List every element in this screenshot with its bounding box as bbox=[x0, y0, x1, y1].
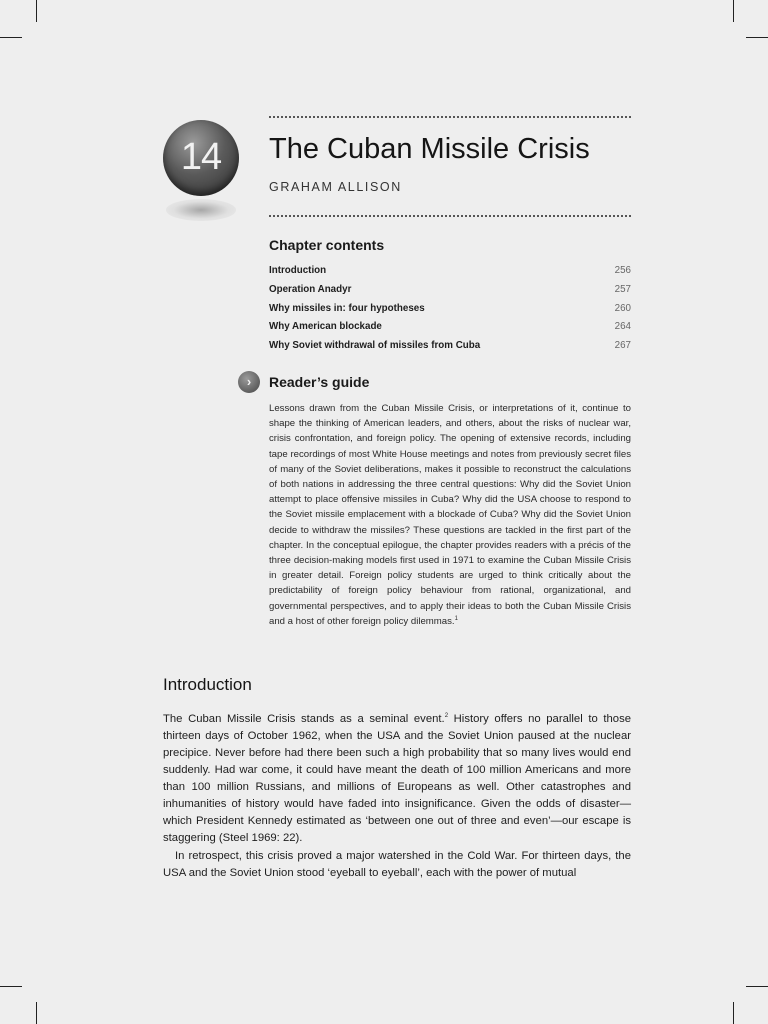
toc-item-title: Why American blockade bbox=[269, 321, 382, 333]
introduction-p1-start: The Cuban Missile Crisis stands as a seminal event. bbox=[163, 713, 445, 725]
crop-mark-bottom-left bbox=[36, 1002, 37, 1024]
crop-mark-bottom-right bbox=[733, 1002, 734, 1024]
introduction-heading: Introduction bbox=[163, 675, 252, 694]
chapter-title: The Cuban Missile Crisis bbox=[269, 133, 590, 165]
chapter-author: GRAHAM ALLISON bbox=[269, 180, 402, 194]
chapter-number: 14 bbox=[180, 136, 222, 178]
header-dotted-rule-bottom bbox=[269, 215, 631, 217]
toc-item-page: 260 bbox=[614, 302, 631, 314]
crop-mark-top-left-h bbox=[0, 37, 22, 38]
introduction-paragraph-2: In retrospect, this crisis proved a major watershed in the Cold War. For thirteen days, the USA and the Soviet Union stood ‘eyeball to eyeball’, each with the power of mutual bbox=[163, 850, 631, 879]
toc-item-title: Operation Anadyr bbox=[269, 283, 352, 295]
toc-item[interactable] bbox=[269, 301, 631, 320]
readers-guide-body: Lessons drawn from the Cuban Missile Crisis, or interpretations of it, continue to shape the thinking of American leaders, and others, about the risks of nuclear war, crisis confrontation, and foreign policy. The opening of extensive records, including tape recordings of most White House meetings and notes from previously secret files of many of the Soviet deliberations, makes it possible to reconstruct the calculations of both nations in addressing the three central questions: Why did the Soviet Union attempt to place offensive missiles in Cuba? Why did the USA choose to respond to the Soviet missile emplacement with a blockade of Cuba? Why did the Soviet Union decide to withdraw the missiles? These questions are tackled in the first part of the chapter. In the conceptual epilogue, the chapter provides readers with a précis of the three decision-making models first used in 1971 to examine the Cuban Missile Crisis in greater detail. Foreign policy students are urged to think critically about the predictability of foreign policy behaviour from rational, organizational, and governmental perspectives, and to apply their ideas to both the Cuban Missile Crisis and a host of other foreign policy dilemmas. bbox=[269, 403, 631, 627]
chapter-contents-heading: Chapter contents bbox=[269, 237, 385, 253]
arrow-right-icon: › bbox=[238, 371, 260, 393]
chapter-contents-list bbox=[269, 263, 631, 357]
crop-mark-top-left bbox=[36, 0, 37, 22]
crop-mark-bottom-right-h bbox=[746, 986, 768, 987]
toc-item-title: Why missiles in: four hypotheses bbox=[269, 302, 425, 314]
toc-item-page: 257 bbox=[614, 283, 631, 295]
introduction-paragraph-1 bbox=[163, 711, 631, 847]
toc-item[interactable] bbox=[269, 263, 631, 282]
toc-item-title: Introduction bbox=[269, 265, 327, 276]
header-dotted-rule-top bbox=[269, 116, 631, 118]
toc-item-page: 256 bbox=[614, 265, 631, 276]
chapter-badge-shadow bbox=[166, 199, 236, 221]
toc-item[interactable] bbox=[269, 282, 631, 301]
readers-guide-text bbox=[269, 401, 631, 629]
toc-item[interactable] bbox=[269, 338, 631, 357]
crop-mark-top-right-h bbox=[746, 37, 768, 38]
toc-item-page: 267 bbox=[614, 340, 631, 352]
toc-item-title: Why Soviet withdrawal of missiles from Cuba bbox=[269, 340, 481, 352]
introduction-p1-rest: History offers no parallel to those thirteen days of October 1962, when the USA and the Soviet Union paused at the nuclear precipice. Never before had there been such a high probability that so many lives would end suddenly. Had war come, it could have meant the death of 100 million Americans and more than 100 million Russians, and millions of Europeans as well. Other catastrophes and inhumanities of history would have faded into insignificance. Given the odds of disaster—which President Kennedy estimated as ‘between one out of three and even’—our escape is staggering (Steel 1969: 22). bbox=[163, 713, 631, 844]
readers-guide-heading: Reader’s guide bbox=[269, 374, 370, 390]
crop-mark-top-right bbox=[733, 0, 734, 22]
crop-mark-bottom-left-h bbox=[0, 986, 22, 987]
footnote-marker[interactable]: 1 bbox=[454, 615, 458, 622]
footnote-marker[interactable]: 2 bbox=[444, 713, 449, 720]
toc-item-page: 264 bbox=[614, 321, 631, 333]
toc-item[interactable] bbox=[269, 319, 631, 338]
chapter-number-badge bbox=[163, 120, 239, 196]
